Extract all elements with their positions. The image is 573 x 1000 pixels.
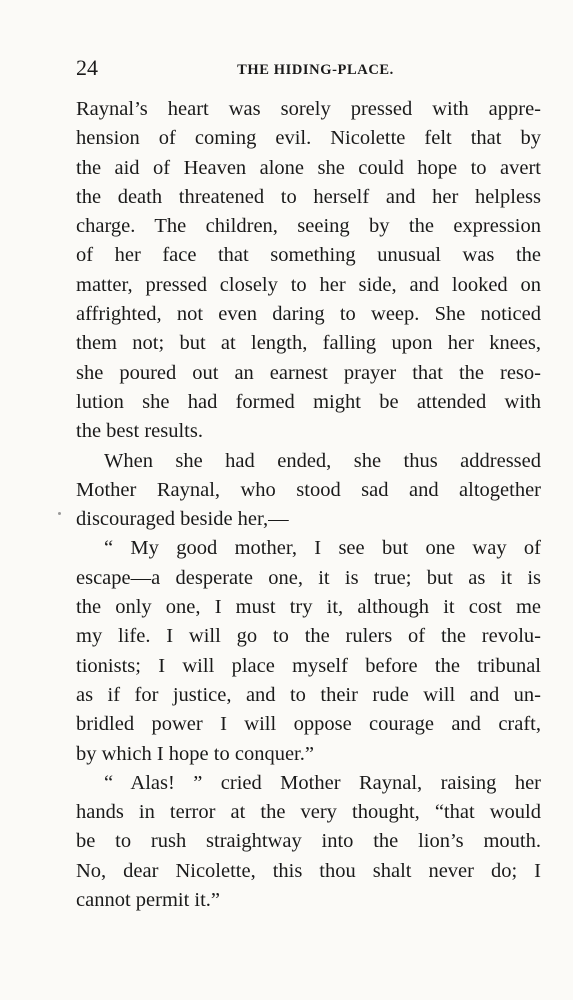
running-head: THE HIDING-PLACE. (237, 62, 394, 78)
text-line: tionists; I will place myself before the tribunal (76, 654, 541, 677)
text-line: the only one, I must try it, although it cost me (76, 596, 541, 619)
text-line: be to rush straightway into the lion’s mouth. (76, 830, 541, 853)
text-line: by which I hope to conquer.” (76, 742, 314, 765)
text-line: “ My good mother, I see but one way of (104, 537, 541, 560)
page-number: 24 (76, 55, 98, 80)
text-line: When she had ended, she thus addressed (104, 449, 541, 472)
text-line: the best results. (76, 420, 203, 443)
page-header (76, 53, 541, 83)
body-text (76, 95, 541, 915)
text-line: escape—a desperate one, it is true; but as it is (76, 566, 541, 589)
paper-speck (58, 512, 61, 515)
text-line: “ Alas! ” cried Mother Raynal, raising her (104, 771, 541, 794)
text-line: affrighted, not even daring to weep. She noticed (76, 303, 541, 326)
text-line: the aid of Heaven alone she could hope to avert (76, 156, 541, 179)
text-line: as if for justice, and to their rude will and un- (76, 683, 541, 706)
text-line: discouraged beside her,— (76, 508, 289, 531)
text-line: she poured out an earnest prayer that the reso- (76, 361, 541, 384)
text-line: of her face that something unusual was the (76, 244, 541, 267)
text-line: the death threatened to herself and her helpless (76, 185, 541, 208)
text-line: Mother Raynal, who stood sad and altogether (76, 478, 541, 501)
text-line: my life. I will go to the rulers of the revolu- (76, 625, 541, 648)
text-line: bridled power I will oppose courage and craft, (76, 713, 541, 736)
text-line: Raynal’s heart was sorely pressed with appre- (76, 98, 541, 120)
text-line: hension of coming evil. Nicolette felt that by (76, 127, 541, 150)
text-line: lution she had formed might be attended with (76, 390, 541, 413)
text-line: cannot permit it.” (76, 889, 221, 912)
text-line: them not; but at length, falling upon her knees, (76, 332, 541, 355)
text-line: hands in terror at the very thought, “that would (76, 801, 541, 824)
text-line: charge. The children, seeing by the expression (76, 215, 541, 238)
text-line: matter, pressed closely to her side, and looked on (76, 273, 541, 296)
text-line: No, dear Nicolette, this thou shalt never do; I (76, 859, 541, 882)
